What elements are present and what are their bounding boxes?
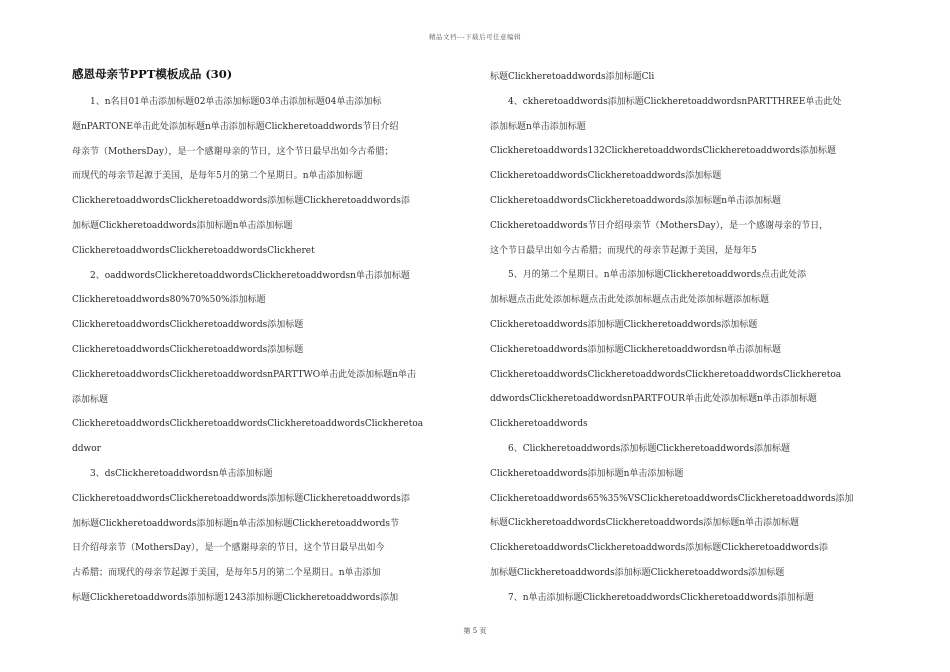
text-line: 1、n名目01单击添加标题02单击添加标题03单击添加标题04单击添加标: [72, 97, 382, 107]
page-header-note: 精品文档---下载后可任意编辑: [428, 33, 522, 41]
text-line: ClickheretoaddwordsClickheretoaddwords添加标题Clickheretoaddwords添: [490, 543, 828, 554]
text-line: 5、月的第二个星期日。n单击添加标题Clickheretoaddwords点击此处添: [490, 270, 807, 281]
text-line: Clickheretoaddwords80%70%50%添加标题: [72, 295, 266, 306]
right-text-column: [490, 65, 882, 611]
text-line: Clickheretoaddwords添加标题Clickheretoaddwordsn单击添加标题: [490, 344, 782, 355]
text-line: 加标题Clickheretoaddwords添加标题n单击添加标题Clickheretoaddwords节: [72, 518, 400, 529]
text-line: ClickheretoaddwordsClickheretoaddwords添加标题: [72, 344, 304, 355]
text-line: 添加标题: [72, 394, 109, 405]
text-line: 日介绍母亲节（MothersDay），是一个感谢母亲的节日，这个节日最早出如今: [72, 543, 385, 554]
left-text-column: [72, 90, 464, 611]
text-line: 母亲节（MothersDay），是一个感谢母亲的节日，这个节日最早出如今古希腊；: [72, 146, 394, 157]
text-line: 加标题Clickheretoaddwords添加标题n单击添加标题: [72, 220, 293, 231]
text-line: Clickheretoaddwords: [490, 419, 588, 430]
text-line: 标题ClickheretoaddwordsClickheretoaddwords添加标题n单击添加标题: [490, 518, 800, 529]
text-line: Clickheretoaddwords节日介绍母亲节（MothersDay），是一个感谢母亲的节日，: [490, 220, 829, 231]
text-line: 6、Clickheretoaddwords添加标题Clickheretoaddwords添加标题: [490, 443, 790, 454]
text-line: ClickheretoaddwordsClickheretoaddwordsClickheretoaddwordsClickheretoa: [72, 419, 424, 430]
text-line: Clickheretoaddwords65%35%VSClickheretoaddwordsClickheretoaddwords添加: [490, 493, 854, 504]
text-line: 这个节日最早出如今古希腊；而现代的母亲节起源于美国，是每年5: [490, 245, 757, 256]
page-number: 第 5 页: [463, 627, 487, 635]
text-line: ClickheretoaddwordsClickheretoaddwords添加标题Clickheretoaddwords添: [72, 493, 410, 504]
text-line: 加标题点击此处添加标题点击此处添加标题点击此处添加标题添加标题: [490, 295, 770, 306]
text-line: 题nPARTONE单击此处添加标题n单击添加标题Clickheretoaddwords节日介绍: [72, 121, 399, 132]
text-line: ClickheretoaddwordsClickheretoaddwords添加标题Clickheretoaddwords添: [72, 196, 410, 207]
text-line: Clickheretoaddwords添加标题n单击添加标题: [490, 468, 684, 479]
text-line: ClickheretoaddwordsClickheretoaddwords添加标题: [72, 320, 304, 331]
text-line: 古希腊；而现代的母亲节起源于美国，是每年5月的第二个星期日。n单击添加: [72, 568, 381, 579]
text-line: ClickheretoaddwordsClickheretoaddwordsClickheret: [72, 245, 315, 256]
text-line: 标题Clickheretoaddwords添加标题1243添加标题Clickheretoaddwords添加: [72, 592, 399, 603]
text-line: 添加标题n单击添加标题: [490, 121, 586, 132]
text-line: 而现代的母亲节起源于美国，是每年5月的第二个星期日。n单击添加标题: [72, 171, 363, 182]
text-line: 标题Clickheretoaddwords添加标题Cli: [490, 72, 655, 82]
text-line: ddwordsClickheretoaddwordsnPARTFOUR单击此处添加标题n单击添加标题: [490, 394, 817, 405]
text-line: ClickheretoaddwordsClickheretoaddwords添加标题n单击添加标题: [490, 195, 782, 206]
text-line: Clickheretoaddwords添加标题Clickheretoaddwords添加标题: [490, 319, 758, 330]
text-line: 加标题Clickheretoaddwords添加标题Clickheretoaddwords添加标题: [490, 567, 785, 578]
text-line: ClickheretoaddwordsClickheretoaddwords添加标题: [490, 171, 722, 182]
text-line: ClickheretoaddwordsClickheretoaddwordsClickheretoaddwordsClickheretoa: [490, 369, 842, 380]
document-title: 感恩母亲节PPT模板成品 (30): [72, 67, 233, 81]
text-line: 3、dsClickheretoaddwordsn单击添加标题: [72, 468, 273, 479]
text-line: ddwor: [72, 444, 101, 455]
text-line: ClickheretoaddwordsClickheretoaddwordsnPARTTWO单击此处添加标题n单击: [72, 369, 416, 380]
text-line: 2、oaddwordsClickheretoaddwordsClickheretoaddwordsn单击添加标题: [72, 270, 410, 281]
text-line: 7、n单击添加标题ClickheretoaddwordsClickheretoaddwords添加标题: [490, 592, 814, 603]
text-line: Clickheretoaddwords132ClickheretoaddwordsClickheretoaddwords添加标题: [490, 146, 837, 157]
text-line: 4、ckheretoaddwords添加标题ClickheretoaddwordsnPARTTHREE单击此处: [490, 96, 842, 107]
